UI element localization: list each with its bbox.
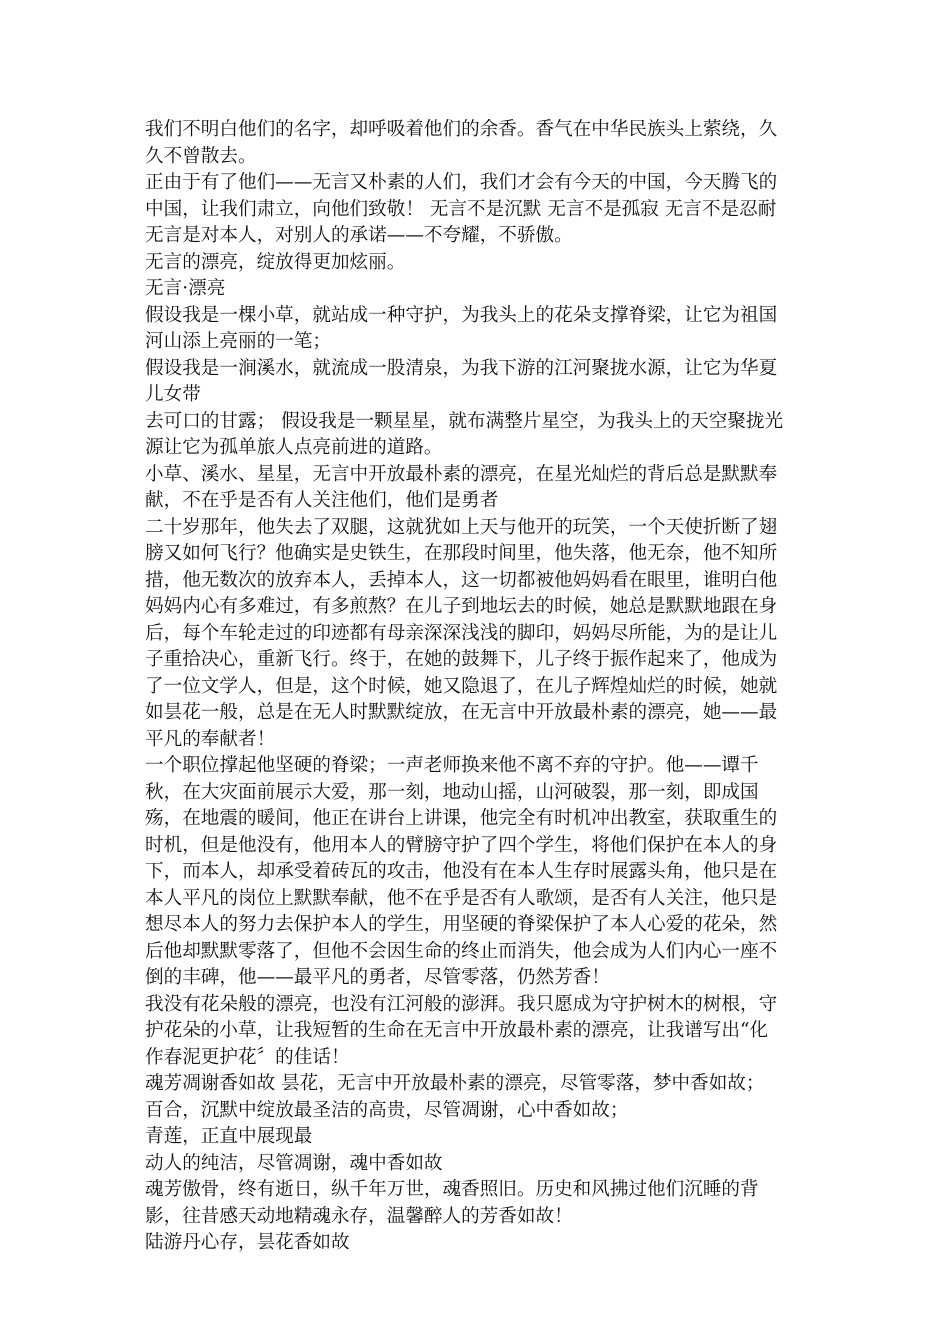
section-heading: 无言·漂亮 — [145, 278, 226, 299]
text-line: 下，而本人，却承受着砖瓦的攻击，他没有在本人生存时展露头角，他只是在 — [145, 861, 778, 882]
text-line: 去可口的甘露； 假设我是一颗星星，就布满整片星空，为我头上的天空聚拢光 — [145, 410, 784, 432]
text-line: 本人平凡的岗位上默默奉献，他不在乎是否有人歌颂，是否有人关注，他只是 — [145, 887, 778, 909]
text-line: 河山添上亮丽的一笔； — [145, 331, 331, 352]
text-line: 无言的漂亮，绽放得更加炫丽。 — [145, 251, 406, 273]
text-line: 想尽本人的努力去保护本人的学生，用坚硬的脊梁保护了本人心爱的花朵，然 — [145, 914, 778, 935]
text-line: 献，不在乎是否有人关注他们，他们是勇者 — [145, 490, 499, 511]
text-line: 作春泥更护花〞的佳话！ — [145, 1046, 350, 1068]
text-line: 护花朵的小草，让我短暂的生命在无言中开放最朴素的漂亮，让我谱写出“化 — [145, 1020, 769, 1041]
text-line: 动人的纯洁，尽管凋谢，魂中香如故 — [145, 1152, 443, 1174]
text-line: 殇，在地震的暖间，他正在讲台上讲课，他完全有时机冲出教室，获取重生的 — [145, 808, 778, 829]
text-line: 儿女带 — [145, 384, 201, 405]
text-line: 陆游丹心存，昙花香如故 — [145, 1232, 350, 1253]
text-line: 久不曾散去。 — [145, 145, 257, 167]
text-line: 假设我是一棵小草，就站成一种守护，为我头上的花朵支撑脊梁，让它为祖国 — [145, 304, 778, 326]
text-line: 正由于有了他们——无言又朴素的人们，我们才会有今天的中国，今天腾飞的 — [145, 172, 778, 193]
text-line: 妈妈内心有多难过，有多煎熬？在儿子到地坛去的时候，她总是默默地跟在身 — [145, 596, 778, 617]
document-body — [145, 117, 805, 1257]
text-line: 中国，让我们肃立，向他们致敬！ 无言不是沉默 无言不是孤寂 无言不是忍耐 — [145, 198, 777, 220]
text-line: 倒的丰碑，他——最平凡的勇者，尽管零落，仍然芳香！ — [145, 967, 610, 988]
text-line: 平凡的奉献者！ — [145, 728, 276, 750]
text-line: 影，往昔感天动地精魂永存，温馨醉人的芳香如故！ — [145, 1205, 573, 1227]
text-line: 如昙花一般，总是在无人时默默绽放，在无言中开放最朴素的漂亮，她——最 — [145, 702, 778, 723]
text-line: 膀又如何飞行？他确实是史铁生，在那段时间里，他失落，他无奈，他不知所 — [145, 543, 778, 564]
text-line: 源让它为孤单旅人点亮前进的道路。 — [145, 437, 443, 458]
text-line: 后，每个车轮走过的印迹都有母亲深深浅浅的脚印，妈妈尽所能，为的是让儿 — [145, 622, 778, 644]
text-line: 一个职位撑起他坚硬的脊梁；一声老师换来他不离不弃的守护。他——谭千 — [145, 755, 759, 776]
text-line: 魂芳傲骨，终有逝日，纵千年万世，魂香照旧。历史和风拂过他们沉睡的背 — [145, 1179, 759, 1200]
text-line: 子重拾决心，重新飞行。终于，在她的鼓舞下，儿子终于振作起来了，他成为 — [145, 649, 778, 670]
text-line: 我没有花朵般的漂亮，也没有江河般的澎湃。我只愿成为守护树木的树根，守 — [145, 993, 778, 1015]
text-line: 假设我是一涧溪水，就流成一股清泉，为我下游的江河聚拢水源，让它为华夏 — [145, 357, 778, 379]
text-line: 了一位文学人，但是，这个时候，她又隐退了，在儿子辉煌灿烂的时候，她就 — [145, 675, 778, 697]
text-line: 时机，但是他没有，他用本人的臂膀守护了四个学生，将他们保护在本人的身 — [145, 834, 778, 856]
text-line: 青莲，正直中展现最 — [145, 1126, 313, 1147]
text-line: 措，他无数次的放弃本人，丢掉本人，这一切都被他妈妈看在眼里，谁明白他 — [145, 569, 778, 591]
text-line: 秋，在大灾面前展示大爱，那一刻，地动山摇，山河破裂，那一刻，即成国 — [145, 781, 759, 803]
text-line: 我们不明白他们的名字，却呼吸着他们的余香。香气在中华民族头上萦绕，久 — [145, 119, 778, 140]
text-line: 小草、溪水、星星，无言中开放最朴素的漂亮，在星光灿烂的背后总是默默奉 — [145, 463, 778, 485]
text-line: 后他却默默零落了，但他不会因生命的终止而消失，他会成为人们内心一座不 — [145, 940, 778, 962]
text-line: 无言是对本人，对别人的承诺——不夸耀，不骄傲。 — [145, 225, 573, 246]
text-line: 二十岁那年，他失去了双腿，这就犹如上天与他开的玩笑，一个天使折断了翅 — [145, 516, 778, 538]
text-line: 百合，沉默中绽放最圣洁的高贵，尽管凋谢，心中香如故； — [145, 1099, 629, 1121]
text-line: 魂芳凋谢香如故 昙花，无言中开放最朴素的漂亮，尽管零落，梦中香如故； — [145, 1073, 765, 1094]
